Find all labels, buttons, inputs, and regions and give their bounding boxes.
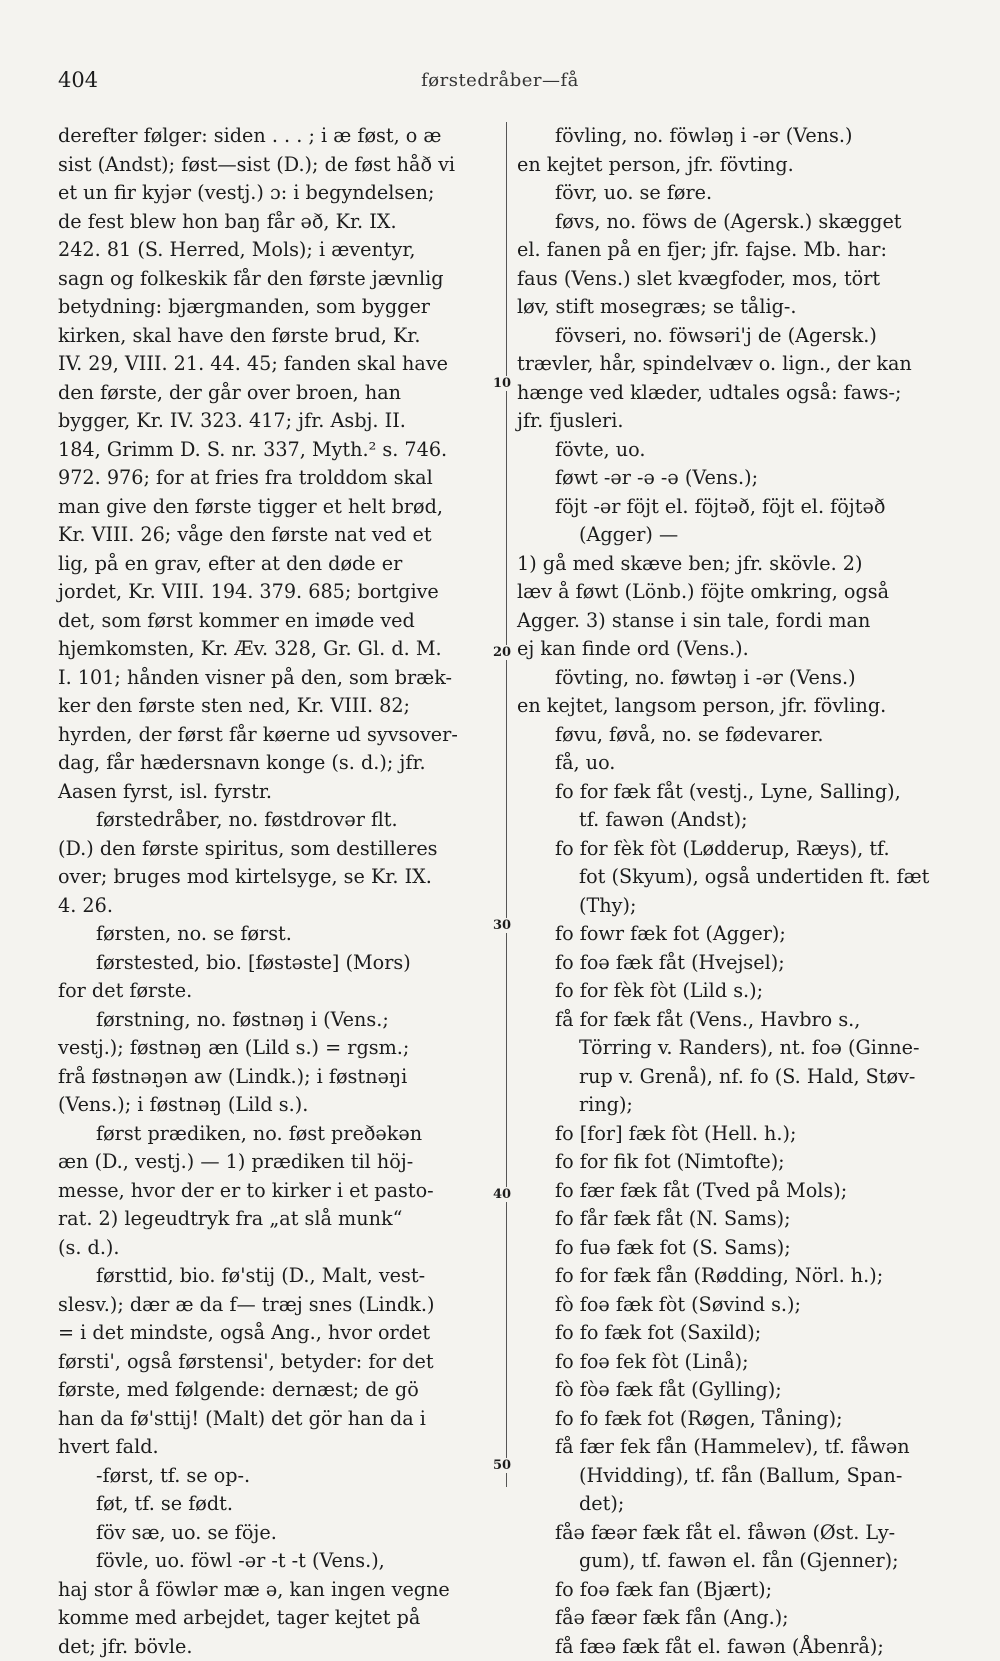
text-line: fövte, uo. — [517, 436, 953, 465]
text-line: de fest blew hon baŋ får əð, Kr. IX. — [58, 208, 498, 237]
text-line: rat. 2) legeudtryk fra „at slå munk“ — [58, 1205, 498, 1234]
line-number: 40 — [490, 1187, 514, 1202]
text-line: sist (Andst); føst—sist (D.); de føst håð vi — [58, 151, 498, 180]
text-line: fo [for] fæk fòt (Hell. h.); — [517, 1120, 953, 1149]
text-line: hænge ved klæder, udtales også: faws-; — [517, 379, 953, 408]
text-line: (s. d.). — [58, 1234, 498, 1263]
text-line: den første, der går over broen, han — [58, 379, 498, 408]
text-line: føt, tf. se født. — [58, 1490, 498, 1519]
text-line: gum), tf. fawən el. fån (Gjenner); — [517, 1547, 953, 1576]
text-line: føwt -ər -ə -ə (Vens.); — [517, 464, 953, 493]
text-line: fo fo fæk fot (Røgen, Tåning); — [517, 1405, 953, 1434]
running-head: førstedråber—få — [58, 70, 942, 91]
text-line: fo fowr fæk fot (Agger); — [517, 920, 953, 949]
text-line: fövr, uo. se føre. — [517, 179, 953, 208]
text-line: det, som først kommer en imøde ved — [58, 607, 498, 636]
text-line: bygger, Kr. IV. 323. 417; jfr. Asbj. II. — [58, 407, 498, 436]
text-line: for det første. — [58, 977, 498, 1006]
text-line: det; jfr. bövle. — [58, 1633, 498, 1661]
text-line: IV. 29, VIII. 21. 44. 45; fanden skal have — [58, 350, 498, 379]
text-line: førsti', også førstensi', betyder: for det — [58, 1348, 498, 1377]
text-line: fò foə fæk fòt (Søvind s.); — [517, 1291, 953, 1320]
text-line: et un fir kyjər (vestj.) ɔ: i begyndelsen; — [58, 179, 498, 208]
text-line: fåə fæər fæk fån (Ang.); — [517, 1604, 953, 1633]
text-line: førstested, bio. [føstəste] (Mors) — [58, 949, 498, 978]
text-line: førsttid, bio. fø'stij (D., Malt, vest- — [58, 1262, 498, 1291]
text-line: fo fuə fæk fot (S. Sams); — [517, 1234, 953, 1263]
text-line: føvs, no. föws de (Agersk.) skægget — [517, 208, 953, 237]
text-line: ker den første sten ned, Kr. VIII. 82; — [58, 692, 498, 721]
text-line: faus (Vens.) slet kvægfoder, mos, tört — [517, 265, 953, 294]
text-line: fo for fik fot (Nimtofte); — [517, 1148, 953, 1177]
text-line: 184, Grimm D. S. nr. 337, Myth.² s. 746. — [58, 436, 498, 465]
text-line: løv, stift mosegræs; se tålig-. — [517, 293, 953, 322]
text-line: 242. 81 (S. Herred, Mols); i æventyr, — [58, 236, 498, 265]
text-line: han da fø'sttij! (Malt) det gör han da i — [58, 1405, 498, 1434]
text-line: Aasen fyrst, isl. fyrstr. — [58, 778, 498, 807]
text-line: Törring v. Randers), nt. foə (Ginne- — [517, 1034, 953, 1063]
text-line: derefter følger: siden . . . ; i æ føst, o æ — [58, 122, 498, 151]
text-line: föjt -ər föjt el. föjtəð, föjt el. föjtəð — [517, 493, 953, 522]
text-line: = i det mindste, også Ang., hvor ordet — [58, 1319, 498, 1348]
text-line: (D.) den første spiritus, som destilleres — [58, 835, 498, 864]
text-line: det); — [517, 1490, 953, 1519]
text-line: kirken, skal have den første brud, Kr. — [58, 322, 498, 351]
text-line: hvert fald. — [58, 1433, 498, 1462]
text-line: fo fær fæk fåt (Tved på Mols); — [517, 1177, 953, 1206]
text-line: (Vens.); i føstnəŋ (Lild s.). — [58, 1091, 498, 1120]
line-number: 30 — [490, 918, 514, 933]
text-line: fò fòə fæk fåt (Gylling); — [517, 1376, 953, 1405]
text-line: -først, tf. se op-. — [58, 1462, 498, 1491]
text-line: fo får fæk fåt (N. Sams); — [517, 1205, 953, 1234]
text-line: læv å føwt (Lönb.) föjte omkring, også — [517, 578, 953, 607]
text-line: sagn og folkeskik får den første jævnlig — [58, 265, 498, 294]
text-line: få fær fek fån (Hammelev), tf. fåwən — [517, 1433, 953, 1462]
text-line: el. fanen på en fjer; jfr. fajse. Mb. har: — [517, 236, 953, 265]
text-line: fo for fæk fåt (vestj., Lyne, Salling), — [517, 778, 953, 807]
text-line: fövling, no. föwləŋ i -ər (Vens.) — [517, 122, 953, 151]
text-line: hyrden, der først får køerne ud syvsover- — [58, 721, 498, 750]
text-line: få for fæk fåt (Vens., Havbro s., — [517, 1006, 953, 1035]
text-line: dag, får hædersnavn konge (s. d.); jfr. — [58, 749, 498, 778]
text-line: tf. fawən (Andst); — [517, 806, 953, 835]
text-line: fåə fæər fæk fåt el. fåwən (Øst. Ly- — [517, 1519, 953, 1548]
text-line: førsten, no. se først. — [58, 920, 498, 949]
text-line: først prædiken, no. føst preðəkən — [58, 1120, 498, 1149]
text-line: førstedråber, no. føstdrovər flt. — [58, 806, 498, 835]
text-line: slesv.); dær æ da f— træj snes (Lindk.) — [58, 1291, 498, 1320]
line-number: 50 — [490, 1458, 514, 1473]
text-line: messe, hvor der er to kirker i et pasto- — [58, 1177, 498, 1206]
text-line: æn (D., vestj.) — 1) prædiken til höj- — [58, 1148, 498, 1177]
text-line: lig, på en grav, efter at den døde er — [58, 550, 498, 579]
text-line: (Hvidding), tf. fån (Ballum, Span- — [517, 1462, 953, 1491]
right-column — [517, 122, 953, 1661]
text-line: föv sæ, uo. se föje. — [58, 1519, 498, 1548]
column-divider — [506, 122, 507, 1487]
text-line: trævler, hår, spindelvæv o. lign., der kan — [517, 350, 953, 379]
text-line: fot (Skyum), også undertiden ft. fæt — [517, 863, 953, 892]
text-line: føvu, føvå, no. se fødevarer. — [517, 721, 953, 750]
text-line: få, uo. — [517, 749, 953, 778]
text-line: fövle, uo. föwl -ər -t -t (Vens.), — [58, 1547, 498, 1576]
text-line: rup v. Grenå), nf. fo (S. Hald, Støv- — [517, 1063, 953, 1092]
text-line: fövting, no. føwtəŋ i -ər (Vens.) — [517, 664, 953, 693]
text-line: fo for fèk fòt (Lødderup, Ræys), tf. — [517, 835, 953, 864]
text-line: jordet, Kr. VIII. 194. 379. 685; bortgive — [58, 578, 498, 607]
text-line: fo foə fæk fåt (Hvejsel); — [517, 949, 953, 978]
text-line: I. 101; hånden visner på den, som bræk- — [58, 664, 498, 693]
text-line: betydning: bjærgmanden, som bygger — [58, 293, 498, 322]
text-line: 1) gå med skæve ben; jfr. skövle. 2) — [517, 550, 953, 579]
text-line: vestj.); føstnəŋ æn (Lild s.) = rgsm.; — [58, 1034, 498, 1063]
text-line: fo fo fæk fot (Saxild); — [517, 1319, 953, 1348]
text-line: ring); — [517, 1091, 953, 1120]
text-line: (Agger) — — [517, 521, 953, 550]
text-line: førstning, no. føstnəŋ i (Vens.; — [58, 1006, 498, 1035]
left-column — [58, 122, 498, 1661]
line-number: 10 — [490, 376, 514, 391]
text-line: komme med arbejdet, tager kejtet på — [58, 1604, 498, 1633]
text-line: 972. 976; for at fries fra trolddom skal — [58, 464, 498, 493]
text-line: man give den første tigger et helt brød, — [58, 493, 498, 522]
text-line: Kr. VIII. 26; våge den første nat ved et — [58, 521, 498, 550]
text-line: fo foə fek fòt (Linå); — [517, 1348, 953, 1377]
line-number: 20 — [490, 645, 514, 660]
text-line: fo foə fæk fan (Bjært); — [517, 1576, 953, 1605]
text-line: fo for fèk fòt (Lild s.); — [517, 977, 953, 1006]
text-line: (Thy); — [517, 892, 953, 921]
text-line: Agger. 3) stanse i sin tale, fordi man — [517, 607, 953, 636]
page-header — [58, 68, 942, 98]
text-line: 4. 26. — [58, 892, 498, 921]
page-number: 404 — [58, 68, 98, 92]
text-line: over; bruges mod kirtelsyge, se Kr. IX. — [58, 863, 498, 892]
text-line: fövseri, no. föwsəri'j de (Agersk.) — [517, 322, 953, 351]
text-line: få fæə fæk fåt el. fawən (Åbenrå); — [517, 1633, 953, 1661]
text-line: en kejtet, langsom person, jfr. fövling. — [517, 692, 953, 721]
text-line: hjemkomsten, Kr. Æv. 328, Gr. Gl. d. M. — [58, 635, 498, 664]
text-line: fo for fæk fån (Rødding, Nörl. h.); — [517, 1262, 953, 1291]
text-line: jfr. fjusleri. — [517, 407, 953, 436]
text-line: haj stor å föwlər mæ ə, kan ingen vegne — [58, 1576, 498, 1605]
text-line: ej kan finde ord (Vens.). — [517, 635, 953, 664]
text-line: en kejtet person, jfr. fövting. — [517, 151, 953, 180]
text-line: første, med følgende: dernæst; de gö — [58, 1376, 498, 1405]
text-line: frå føstnəŋən aw (Lindk.); i føstnəŋi — [58, 1063, 498, 1092]
